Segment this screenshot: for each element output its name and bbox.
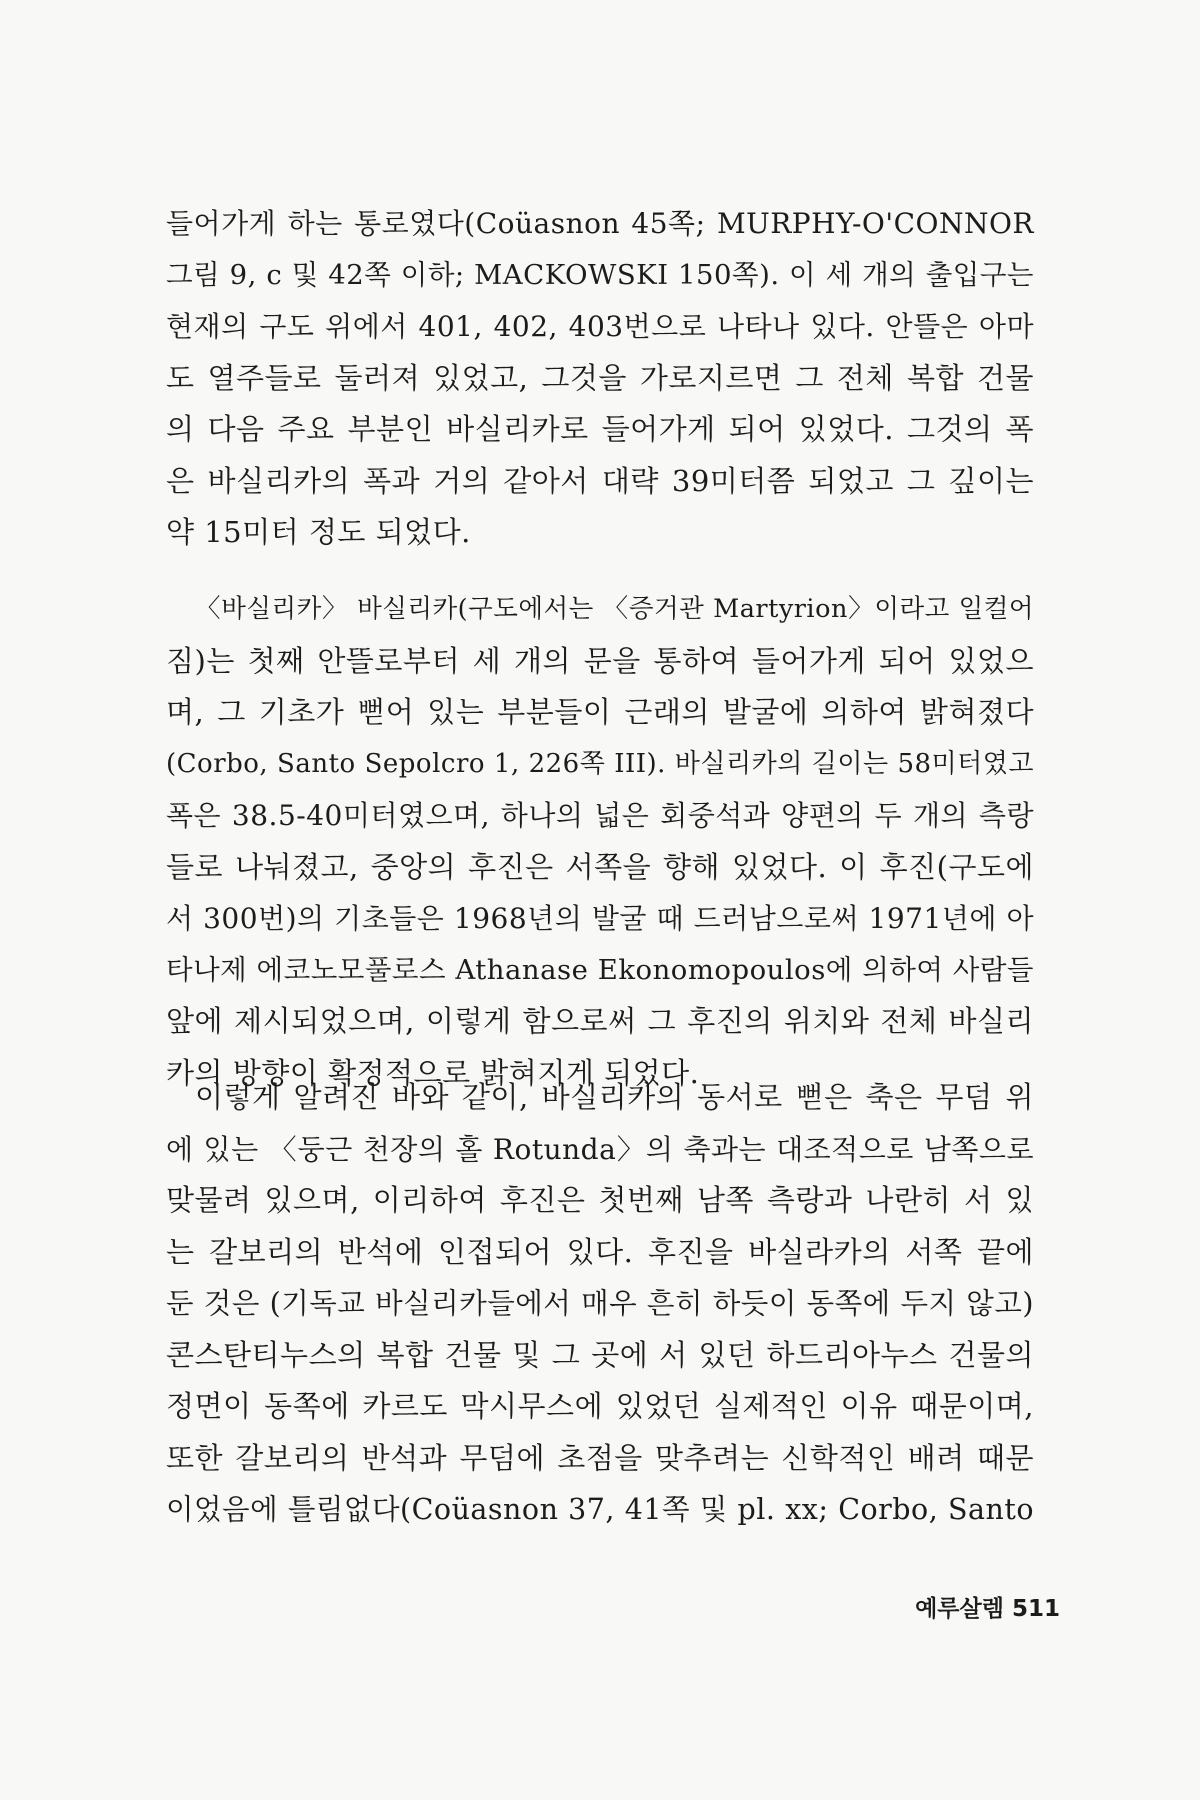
text-line: 짐)는 첫째 안뜰로부터 세 개의 문을 통하여 들어가게 되어 있었으 <box>166 643 1034 678</box>
text-line: 또한 갈보리의 반석과 무덤에 초점을 맞추려는 신학적인 배려 때문 <box>166 1440 1034 1475</box>
text-line: 정면이 동쪽에 카르도 막시무스에 있었던 실제적인 이유 때문이며, <box>166 1389 1034 1423</box>
text-line: 폭은 38.5-40미터였으며, 하나의 넓은 회중석과 양편의 두 개의 측랑 <box>166 799 1034 832</box>
text-line: 도 열주들로 둘러져 있었고, 그것을 가로지르면 그 전체 복합 건물 <box>166 360 1034 395</box>
running-title: 예루살렘 <box>915 1596 1004 1622</box>
text-line: 서 300번)의 기초들은 1968년의 발굴 때 드러남으로써 1971년에 아 <box>166 902 1034 935</box>
text-line: 이었음에 틀림없다(Coüasnon 37, 41쪽 및 pl. xx; Corbo, Santo <box>166 1493 1034 1526</box>
text-line: 는 갈보리의 반석에 인접되어 있다. 후진을 바실라카의 서쪽 끝에 <box>166 1234 1034 1269</box>
text-line: (Corbo, Santo Sepolcro 1, 226쪽 III). 바실리카의 길이는 58미터였고 <box>166 748 1034 779</box>
text-line: 앞에 제시되었으며, 이렇게 함으로써 그 후진의 위치와 전체 바실리 <box>166 1004 1034 1038</box>
text-line: 의 다음 주요 부분인 바실리카로 들어가게 되어 있었다. 그것의 폭 <box>166 412 1034 446</box>
text-line: 그림 9, c 및 42쪽 이하; MACKOWSKI 150쪽). 이 세 개의 출입구는 <box>166 258 1034 291</box>
text-line: 타나제 에코노모풀로스 Athanase Ekonomopoulos에 의하여 사람들 <box>166 953 1034 986</box>
page-number: 511 <box>1011 1596 1060 1622</box>
text-line: 이렇게 알려진 바와 같이, 바실리카의 동서로 뻗은 축은 무덤 위 <box>195 1080 1034 1114</box>
text-line: 들로 나눠졌고, 중앙의 후진은 서쪽을 향해 있었다. 이 후진(구도에 <box>166 849 1034 884</box>
text-line: 에 있는 〈둥근 천장의 홀 Rotunda〉의 축과는 대조적으로 남쪽으로 <box>166 1132 1034 1166</box>
text-line: 은 바실리카의 폭과 거의 같아서 대략 39미터쯤 되었고 그 깊이는 <box>166 463 1034 498</box>
paragraph-courtyard <box>166 198 1034 559</box>
paragraph-basilica <box>166 584 1034 1099</box>
paragraph-axis <box>166 1072 1034 1536</box>
text-line: 맞물려 있으며, 이리하여 후진은 첫번째 남쪽 측랑과 나란히 서 있 <box>166 1183 1034 1217</box>
text-line: 콘스탄티누스의 복합 건물 및 그 곳에 서 있던 하드리아누스 건물의 <box>166 1337 1034 1372</box>
text-line: 둔 것은 (기독교 바실리카들에서 매우 흔히 하듯이 동쪽에 두지 않고) <box>166 1287 1034 1320</box>
text-line: 며, 그 기초가 뻗어 있는 부분들이 근래의 발굴에 의하여 밝혀졌다 <box>166 695 1034 729</box>
text-line: 〈바실리카〉 바실리카(구도에서는 〈증거관 Martyrion〉이라고 일컬어 <box>195 594 1034 624</box>
text-line: 현재의 구도 위에서 401, 402, 403번으로 나타나 있다. 안뜰은 아마 <box>166 310 1034 343</box>
text-line: 들어가게 하는 통로였다(Coüasnon 45쪽; MURPHY-O'CONNOR <box>166 207 1034 240</box>
text-line: 약 15미터 정도 되었다. <box>166 515 471 549</box>
page-footer <box>880 1590 1060 1623</box>
text-line: 카의 방향이 확정적으로 밝혀지게 되었다. <box>166 1055 700 1090</box>
